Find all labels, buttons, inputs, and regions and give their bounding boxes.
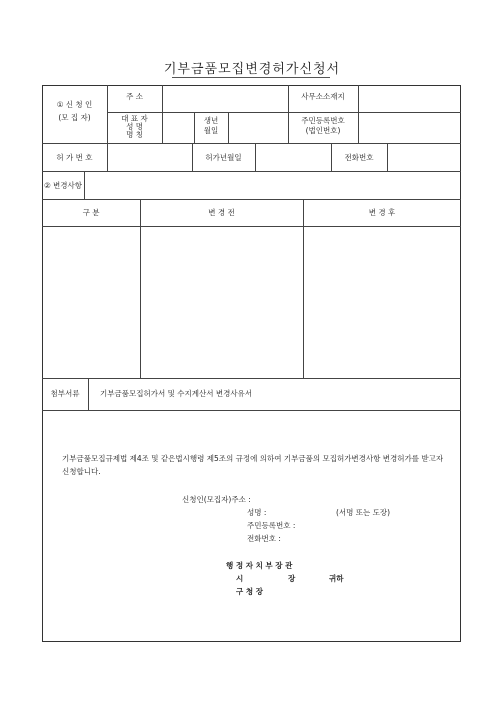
- category-header: 구 분: [82, 208, 100, 217]
- sign-seal: (서명 또는 도장): [336, 508, 391, 517]
- title-underline: [172, 77, 330, 78]
- col-divider: [88, 378, 89, 410]
- representative-label: 대 표 자: [121, 114, 148, 123]
- recipient-honorific: 귀하: [329, 574, 344, 583]
- sign-phone: 전화번호 :: [247, 534, 281, 543]
- corp-no-label: (법인번호): [305, 126, 341, 135]
- sign-address: 신청인(모집자)주소 :: [182, 495, 251, 504]
- row-divider: [42, 143, 461, 144]
- permit-no-label: 허 가 번 호: [56, 153, 93, 162]
- statement-text: 기부금품모집규제법 제4조 및 같은법시행령 제5조의 규정에 의하여 기부금품의 모집허가변경사항 변경허가를 받고자 신청합니다.: [62, 454, 444, 477]
- name-label: 성 명: [126, 122, 143, 131]
- permit-date-label: 허가년월일: [205, 153, 242, 162]
- resident-no-label: 주민등록번호: [301, 116, 345, 125]
- form-title: 기부금품모집변경허가신청서: [163, 62, 341, 77]
- col-divider: [255, 143, 256, 171]
- row-divider: [42, 226, 461, 227]
- sign-name: 성명 :: [247, 508, 267, 517]
- before-header: 변 경 전: [208, 208, 235, 217]
- recipient-minister: 행 정 자 치 부 장 관: [226, 561, 293, 570]
- form-frame: [42, 85, 461, 642]
- col-divider: [162, 85, 163, 143]
- col-divider: [358, 85, 359, 143]
- sign-resident: 주민등록번호 :: [247, 521, 296, 530]
- col-divider: [140, 199, 141, 378]
- col-divider: [84, 171, 85, 199]
- recipient-mayor-a: 시: [236, 574, 244, 583]
- name-alt-label: 명 칭: [126, 130, 143, 139]
- after-header: 변 경 후: [368, 208, 396, 217]
- col-divider: [303, 199, 304, 378]
- birth-label-2: 월일: [203, 126, 219, 135]
- attachment-value: 기부금품모집허가서 및 수지계산서 변경사유서: [100, 389, 253, 398]
- phone-label: 전화번호: [344, 153, 374, 162]
- row-divider: [42, 199, 461, 200]
- col-divider: [387, 143, 388, 171]
- row-divider: [107, 112, 461, 113]
- row-divider: [42, 378, 461, 379]
- office-address-label: 사무소소재지: [301, 92, 345, 101]
- row-divider: [42, 171, 461, 172]
- change-item-label: ② 변경사항: [43, 181, 83, 190]
- col-divider: [228, 112, 229, 143]
- recipient-district-head: 구 청 장: [236, 587, 263, 596]
- address-label: 주 소: [126, 92, 143, 101]
- applicant-label-sub: (모 집 자): [58, 113, 91, 122]
- attachment-label: 첨부서류: [50, 389, 80, 398]
- applicant-label: ① 신 청 인: [56, 100, 93, 109]
- row-divider: [42, 410, 461, 411]
- recipient-mayor-b: 장: [288, 574, 296, 583]
- birth-label: 생년: [203, 116, 219, 125]
